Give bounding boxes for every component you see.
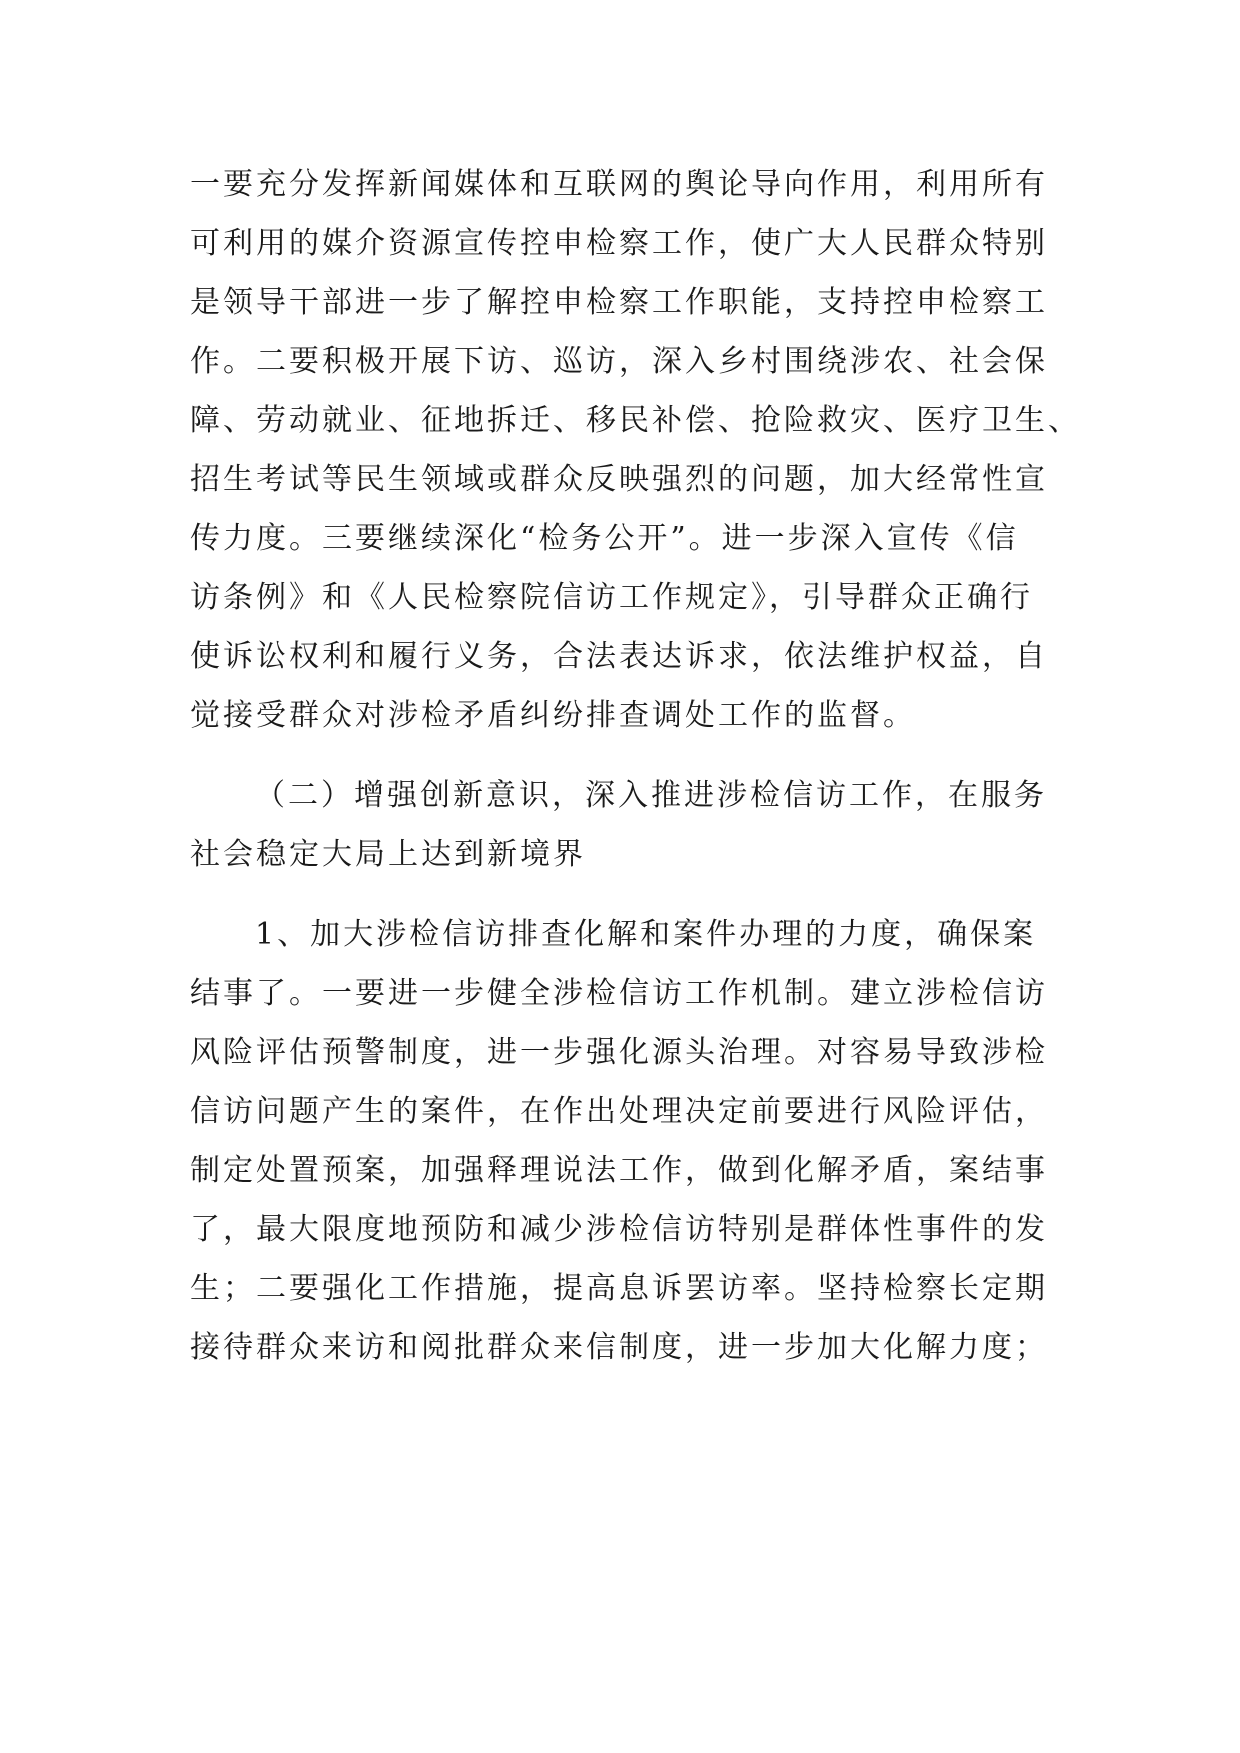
- text-line: 生；二要强化工作措施，提高息诉罢访率。坚持检察长定期: [190, 1271, 1048, 1306]
- section-heading: [190, 766, 1090, 884]
- text-line: 结事了。一要进一步健全涉检信访工作机制。建立涉检信访: [190, 976, 1048, 1011]
- text-line: 可利用的媒介资源宣传控申检察工作，使广大人民群众特别: [190, 226, 1048, 261]
- text-line: 是领导干部进一步了解控申检察工作职能，支持控申检察工: [190, 285, 1048, 320]
- heading-line: 社会稳定大局上达到新境界: [190, 837, 586, 872]
- heading-line: （二）增强创新意识，深入推进涉检信访工作，在服务: [255, 778, 1047, 813]
- document-body: [190, 155, 1090, 1377]
- text-line: 传力度。三要继续深化“检务公开”。进一步深入宣传《信: [190, 521, 1019, 556]
- text-line: 1、加大涉检信访排查化解和案件办理的力度，确保案: [255, 917, 1037, 952]
- text-line: 作。二要积极开展下访、巡访，深入乡村围绕涉农、社会保: [190, 344, 1048, 379]
- paragraph-propaganda: [190, 155, 1090, 745]
- text-line: 信访问题产生的案件，在作出处理决定前要进行风险评估，: [190, 1094, 1048, 1129]
- text-line: 觉接受群众对涉检矛盾纠纷排查调处工作的监督。: [190, 698, 916, 733]
- text-line: 一要充分发挥新闻媒体和互联网的舆论导向作用，利用所有: [190, 167, 1048, 202]
- text-line: 制定处置预案，加强释理说法工作，做到化解矛盾，案结事: [190, 1153, 1048, 1188]
- text-line: 使诉讼权利和履行义务，合法表达诉求，依法维护权益，自: [190, 639, 1048, 674]
- text-line: 了，最大限度地预防和减少涉检信访特别是群体性事件的发: [190, 1212, 1048, 1247]
- text-line: 障、劳动就业、征地拆迁、移民补偿、抢险救灾、医疗卫生、: [190, 403, 1081, 438]
- text-line: 接待群众来访和阅批群众来信制度，进一步加大化解力度；: [190, 1330, 1048, 1365]
- text-line: 风险评估预警制度，进一步强化源头治理。对容易导致涉检: [190, 1035, 1048, 1070]
- paragraph-item-1: [190, 905, 1090, 1377]
- text-line: 访条例》和《人民检察院信访工作规定》，引导群众正确行: [190, 580, 1033, 615]
- text-line: 招生考试等民生领域或群众反映强烈的问题，加大经常性宣: [190, 462, 1048, 497]
